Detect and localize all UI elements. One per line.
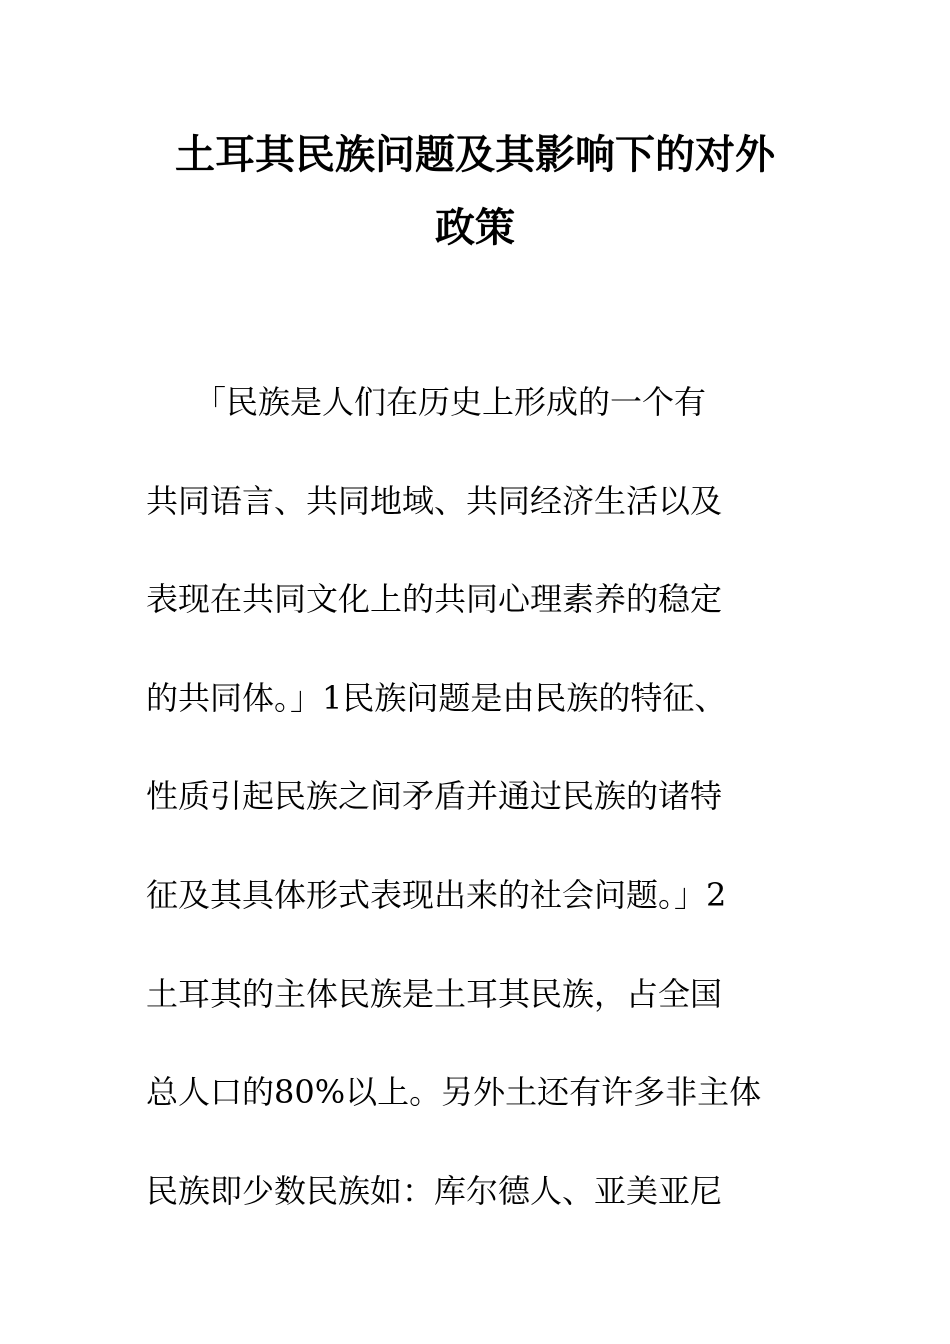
- document-title-line-2: 政策: [435, 205, 515, 251]
- body-line-2: 共同语言、共同地域、共同经济生活以及: [146, 481, 723, 520]
- body-line-8: 总人口的80%以上。另外土还有许多非主体: [146, 1073, 762, 1112]
- body-line-7: 土耳其的主体民族是土耳其民族，占全国: [146, 974, 723, 1013]
- body-line-6: 征及其具体形式表现出来的社会问题。」2: [146, 875, 727, 914]
- body-line-4: 的共同体。」1民族问题是由民族的特征、: [146, 678, 727, 717]
- document-title-line-1: 土耳其民族问题及其影响下的对外: [175, 132, 775, 178]
- body-line-3: 表现在共同文化上的共同心理素养的稳定: [146, 580, 723, 619]
- body-line-5: 性质引起民族之间矛盾并通过民族的诸特: [146, 777, 723, 816]
- body-line-1: 「民族是人们在历史上形成的一个有: [146, 383, 707, 421]
- document-body: [146, 353, 806, 1240]
- body-line-9: 民族即少数民族如：库尔德人、亚美亚尼: [146, 1171, 723, 1210]
